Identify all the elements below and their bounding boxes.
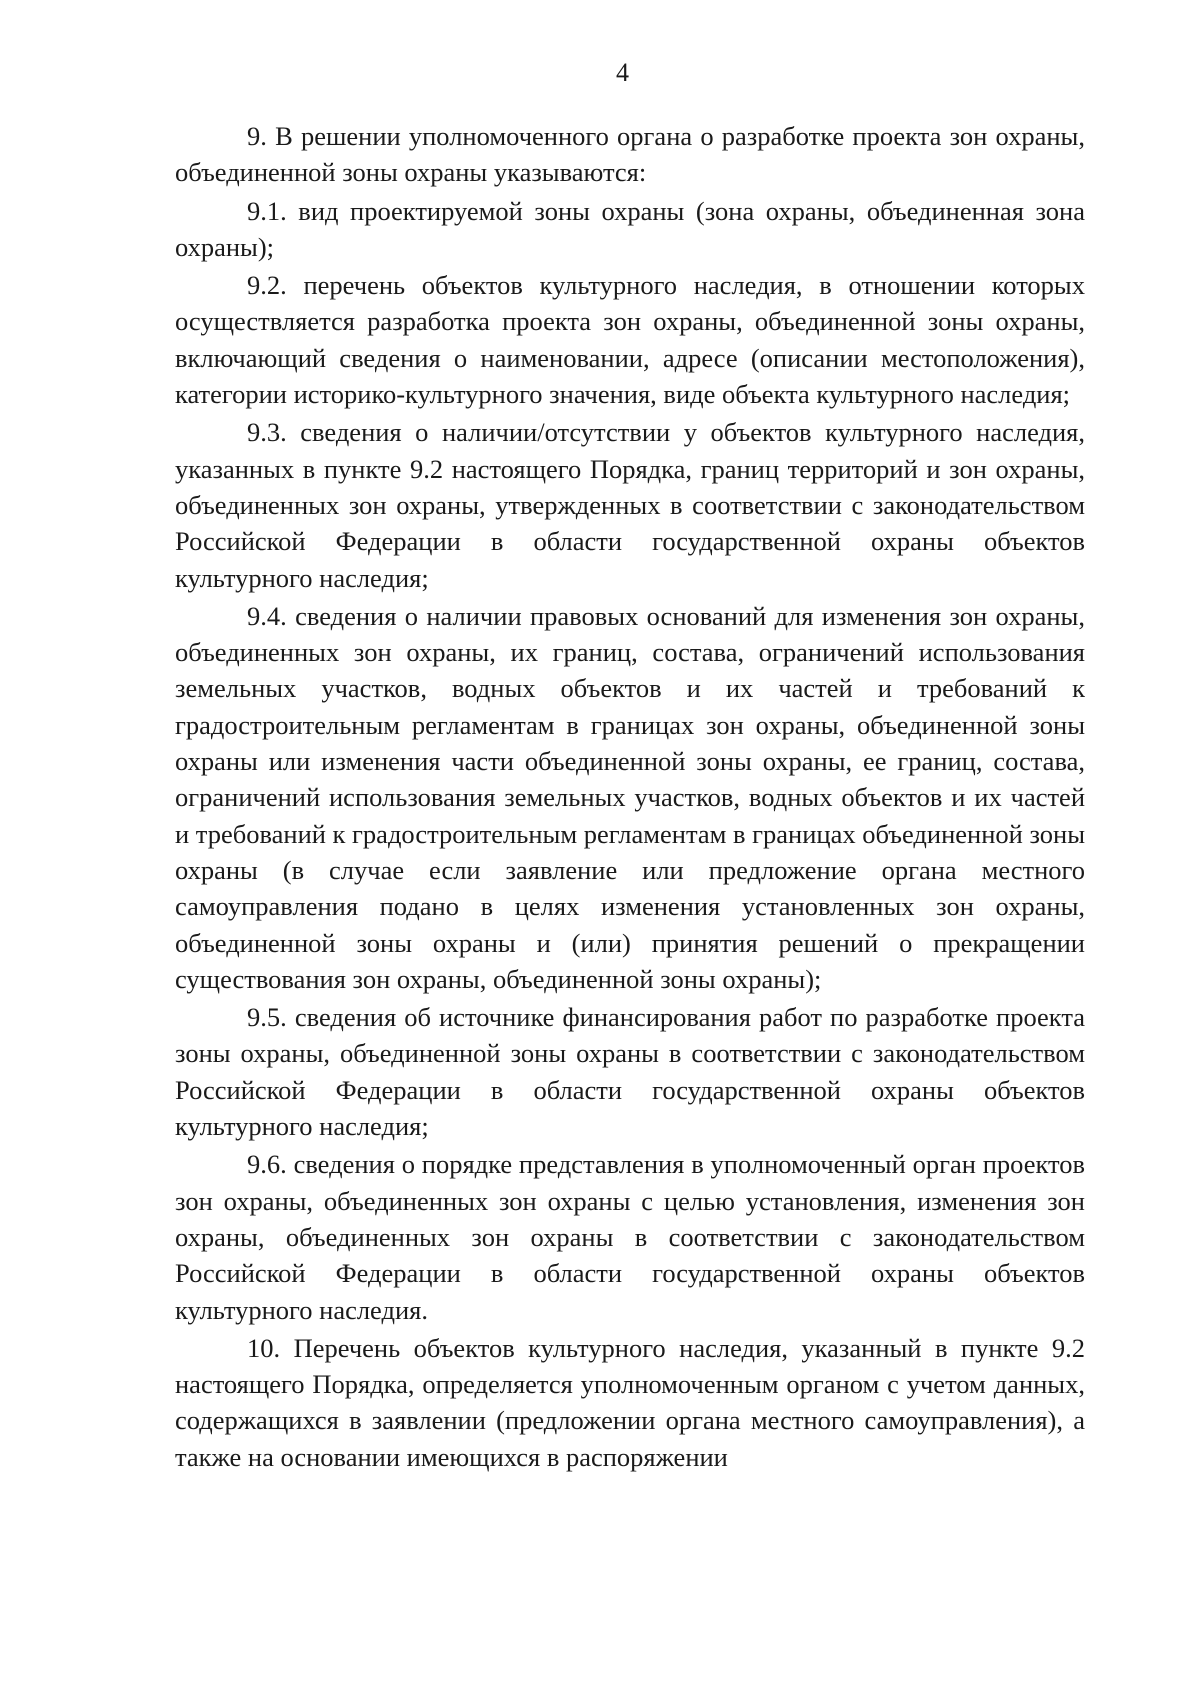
paragraph-9-3: 9.3. сведения о наличии/отсутствии у объектов культурного наследия, указанных в пункте 9.2 настоящего Порядка, границ территорий и зон охраны, объединенных зон охраны, утвержденных в соответствии с законодательством Российской Федерации в области государственной охраны объектов культурного наследия; — [175, 417, 1085, 593]
paragraph-9-1: 9.1. вид проектируемой зоны охраны (зона охраны, объединенная зона охраны); — [175, 195, 1085, 262]
paragraph-10: 10. Перечень объектов культурного наследия, указанный в пункте 9.2 настоящего Порядка, определяется уполномоченным органом с учетом данных, содержащихся в заявлении (предложении органа местного самоуправления), а также на основании имеющихся в распоряжении — [175, 1332, 1085, 1472]
paragraph-9-5: 9.5. сведения об источнике финансирования работ по разработке проекта зоны охраны, объединенной зоны охраны в соответствии с законодательством Российской Федерации в области государственной охраны объектов культурного наследия; — [175, 1002, 1085, 1142]
paragraph-9-6: 9.6. сведения о порядке представления в уполномоченный орган проектов зон охраны, объединенных зон охраны с целью установления, изменения зон охраны, объединенных зон охраны в соответствии с законодательством Российской Федерации в области государственной охраны объектов культурного наследия. — [175, 1149, 1085, 1325]
page-number: 4 — [616, 58, 629, 87]
paragraph-9: 9. В решении уполномоченного органа о разработке проекта зон охраны, объединенной зоны охраны указываются: — [175, 121, 1085, 188]
paragraph-9-4: 9.4. сведения о наличии правовых оснований для изменения зон охраны, объединенных зон охраны, их границ, состава, ограничений использования земельных участков, водных объектов и их частей и требований к градостроительным регламентам в границах зон охраны, объединенной зоны охраны или изменения части объединенной зоны охраны, ее границ, состава, ограничений использования земельных участков, водных объектов и их частей и требований к градостроительным регламентам в границах объединенной зоны охраны (в случае если заявление или предложение органа местного самоуправления подано в целях изменения установленных зон охраны, объединенной зоны охраны и (или) принятия решений о прекращении существования зон охраны, объединенной зоны охраны); — [175, 600, 1085, 994]
document-body — [175, 118, 1085, 1477]
paragraph-9-2: 9.2. перечень объектов культурного наследия, в отношении которых осуществляется разработка проекта зон охраны, объединенной зоны охраны, включающий сведения о наименовании, адресе (описании местоположения), категории историко-культурного значения, виде объекта культурного наследия; — [175, 270, 1085, 410]
